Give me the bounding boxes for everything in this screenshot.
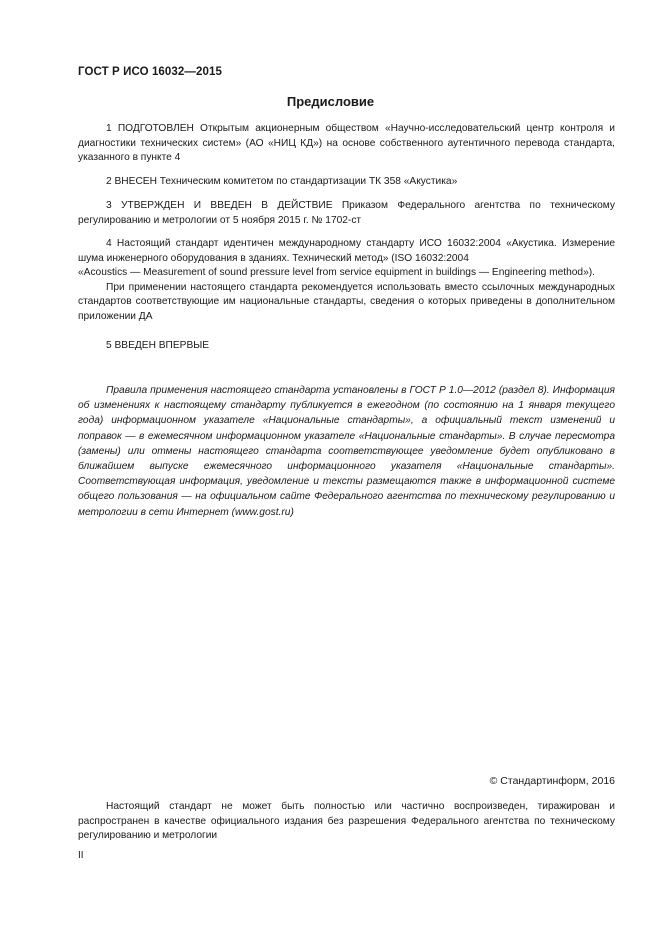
reproduction-text: Настоящий стандарт не может быть полностью или частично воспроизведен, тиражирован и распространен в качестве официального издания без разрешения Федерального агентства по техническому регулированию и метрологии (78, 801, 615, 842)
item-identical-english-title: «Acoustics — Measurement of sound pressure level from service equipment in buildings — Engineering method»). (78, 267, 595, 279)
item-first-introduced (78, 339, 615, 354)
item-identical-text: 4 Настоящий стандарт идентичен международному стандарту ИСО 16032:2004 «Акустика. Измерение шума инженерного оборудования в зданиях. Технический метод» (ISO 16032:2004 (78, 238, 615, 264)
item-submitted (78, 175, 615, 190)
reproduction-notice (78, 800, 615, 844)
item-identical (78, 237, 615, 325)
item-approved-text: 3 УТВЕРЖДЕН И ВВЕДЕН В ДЕЙСТВИЕ Приказом Федерального агентства по техническому регулированию и метрологии от 5 ноября 2015 г. № 1702-ст (78, 200, 615, 226)
application-rules-text: Правила применения настоящего стандарта установлены в ГОСТ Р 1.0—2012 (раздел 8). Информация об изменениях к настоящему стандарту публикуется в ежегодном (по состоянию на 1 января текущего года) информационном указателе «Национальные стандарты», а официальный текст изменений и поправок — в ежемесячном информационном указателе «Национальные стандарты». В случае пересмотра (замены) или отмены настоящего стандарта соответствующее уведомление будет опубликовано в ближайшем выпуске ежемесячного информационного указателя «Национальные стандарты». Соответствующая информация, уведомление и тексты размещаются также в информационной системе общего пользования — на официальном сайте Федерального агентства по техническому регулированию и метрологии в сети Интернет (www.gost.ru) (78, 385, 615, 518)
item-first-introduced-text: 5 ВВЕДЕН ВПЕРВЫЕ (106, 340, 210, 351)
item-submitted-text: 2 ВНЕСЕН Техническим комитетом по стандартизации ТК 358 «Акустика» (106, 176, 458, 187)
document-id-header: ГОСТ Р ИСО 16032—2015 (78, 66, 223, 78)
item-identical-note: При применении настоящего стандарта рекомендуется использовать вместо ссылочных международных стандартов соответствующие им национальные стандарты, сведения о которых приведены в дополнительном приложении ДА (78, 281, 615, 322)
page-number: II (78, 850, 84, 861)
application-rules-notice (78, 383, 615, 520)
item-prepared-text: 1 ПОДГОТОВЛЕН Открытым акционерным обществом «Научно-исследовательский центр контроля и диагностики технических систем» (АО «НИЦ КД») на основе собственного аутентичного перевода стандарта, указанного в пункте 4 (78, 123, 615, 164)
section-title: Предисловие (286, 94, 375, 109)
item-approved (78, 199, 615, 228)
item-prepared (78, 122, 615, 166)
copyright-line: © Стандартинформ, 2016 (489, 775, 615, 787)
